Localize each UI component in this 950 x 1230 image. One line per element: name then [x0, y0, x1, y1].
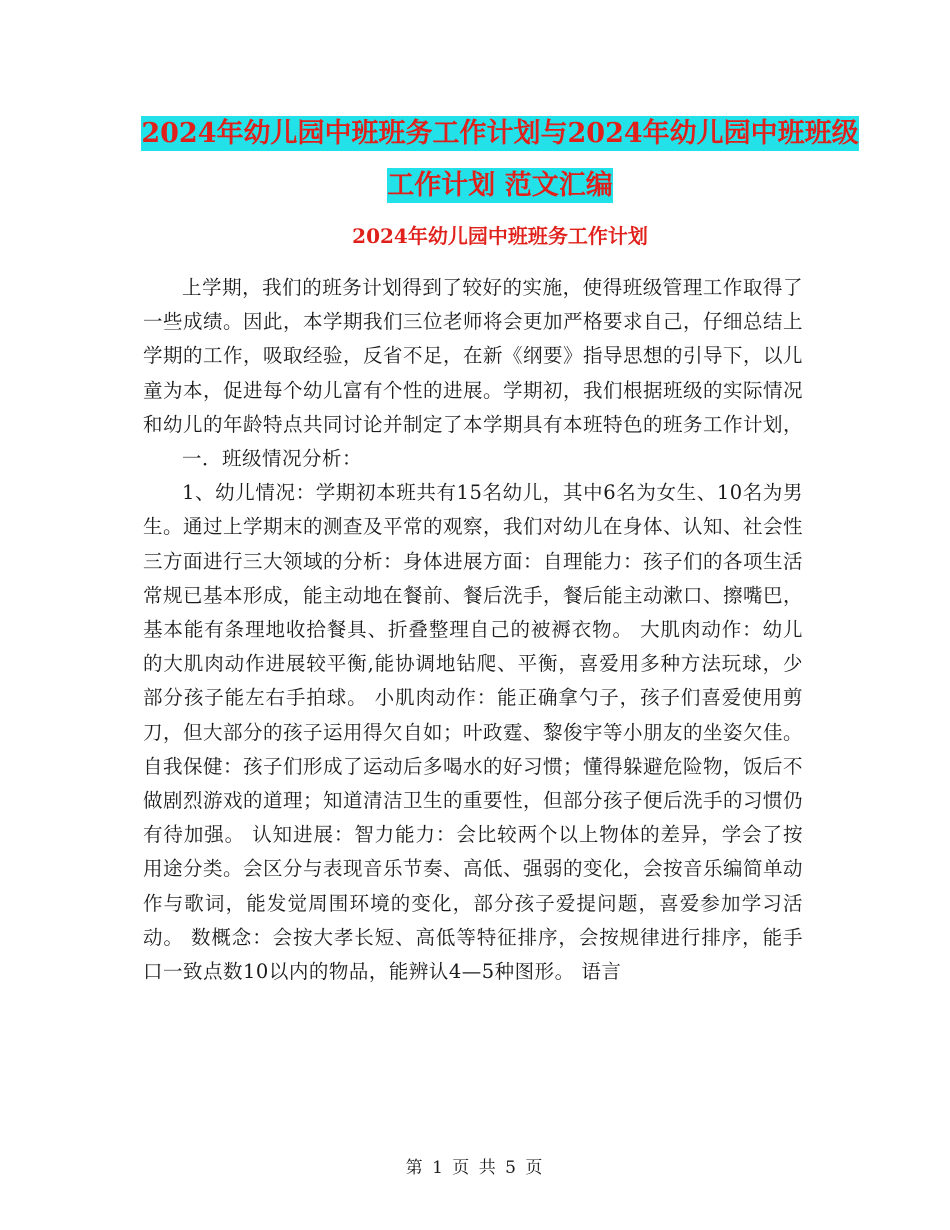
section-heading-class-analysis: 一．班级情况分析： — [182, 447, 363, 471]
document-body — [143, 271, 803, 989]
section-title: 2024年幼儿园中班班务工作计划 — [352, 224, 648, 248]
children-situation-paragraph: 1、幼儿情况：学期初本班共有15名幼儿，其中6名为女生、10名为男生。通过上学期末的测查及平常的观察，我们对幼儿在身体、认知、社会性三方面进行三大领域的分析：身体进展方面：自理能力：孩子们的各项生活常规已基本形成，能主动地在餐前、餐后洗手，餐后能主动漱口、擦嘴巴，基本能有条理地收拾餐具、折叠整理自己的被褥衣物。 大肌肉动作：幼儿的大肌肉动作进展较平衡,能协调地钻爬、平衡，喜爱用多种方法玩球，少部分孩子能左右手拍球。 小肌肉动作：能正确拿勺子，孩子们喜爱使用剪刀，但大部分的孩子运用得欠自如；叶政霆、黎俊宇等小朋友的坐姿欠佳。 自我保健：孩子们形成了运动后多喝水的好习惯；懂得躲避危险物，饭后不做剧烈游戏的道理；知道清洁卫生的重要性，但部分孩子便后洗手的习惯仍有待加强。 认知进展：智力能力：会比较两个以上物体的差异，学会了按用途分类。会区分与表现音乐节奏、高低、强弱的变化，会按音乐编简单动作与歌词，能发觉周围环境的变化，部分孩子爱提问题，喜爱参加学习活动。 数概念：会按大孝长短、高低等特征排序，会按规律进行排序，能手口一致点数10以内的物品，能辨认4—5种图形。 语言 — [143, 481, 804, 984]
page-footer: 第 1 页 共 5 页 — [405, 1158, 545, 1178]
intro-paragraph: 上学期，我们的班务计划得到了较好的实施，使得班级管理工作取得了一些成绩。因此，本学期我们三位老师将会更加严格要求自己，仔细总结上学期的工作，吸取经验，反省不足，在新《纲要》指导思想的引导下，以儿童为本，促进每个幼儿富有个性的进展。学期初，我们根据班级的实际情况和幼儿的年龄特点共同讨论并制定了本学期具有本班特色的班务工作计划， — [143, 276, 804, 436]
document-title — [140, 108, 860, 212]
document-title-text: 2024年幼儿园中班班务工作计划与2024年幼儿园中班班级工作计划 范文汇编 — [141, 118, 859, 201]
